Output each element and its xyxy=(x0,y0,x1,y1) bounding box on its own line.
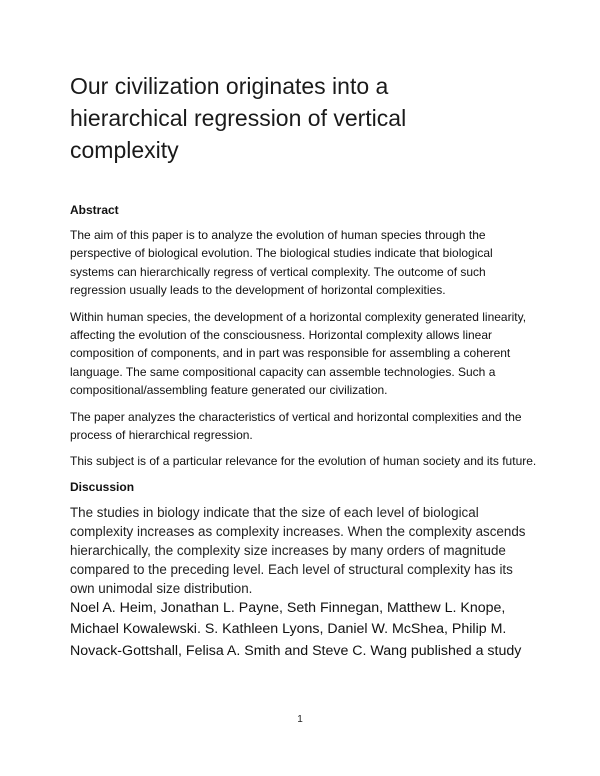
abstract-paragraph-3: The paper analyzes the characteristics of vertical and horizontal complexities and the process of hierarchical regression. xyxy=(70,409,522,443)
discussion-paragraph-1: The studies in biology indicate that the size of each level of biological complexity increases as complexity increases. When the complexity ascends hierarchically, the complexity size increases by many orders of magnitude compared to the preceding level. Each level of structural complexity has its own unimodal size distribution. xyxy=(70,504,526,596)
document-body xyxy=(70,70,540,662)
paper-title: Our civilization originates into a hierarchical regression of vertical complexity xyxy=(70,73,407,163)
abstract-paragraph-1: The aim of this paper is to analyze the evolution of human species through the perspective of biological evolution. The biological studies indicate that biological systems can hierarchically regress of vertical complexity. The outcome of such regression usually leads to the development of horizontal complexities. xyxy=(70,228,493,298)
page-number: 1 xyxy=(297,714,303,725)
discussion-heading: Discussion xyxy=(70,479,135,494)
abstract-heading: Abstract xyxy=(70,203,119,217)
discussion-paragraph-2: Noel A. Heim, Jonathan L. Payne, Seth Finnegan, Matthew L. Knope, Michael Kowalewski. S. Kathleen Lyons, Daniel W. McShea, Philip M. Novack-Gottshall, Felisa A. Smith and Steve C. Wang published a study xyxy=(70,599,522,659)
abstract-paragraph-2: Within human species, the development of a horizontal complexity generated linearity, affecting the evolution of the consciousness. Horizontal complexity allows linear composition of components, and in part was responsible for assembling a coherent language. The same compositional capacity can assemble technologies. Such a compositional/assembling feature generated our civilization. xyxy=(70,309,527,398)
abstract-paragraph-4: This subject is of a particular relevance for the evolution of human society and its future. xyxy=(70,454,537,469)
